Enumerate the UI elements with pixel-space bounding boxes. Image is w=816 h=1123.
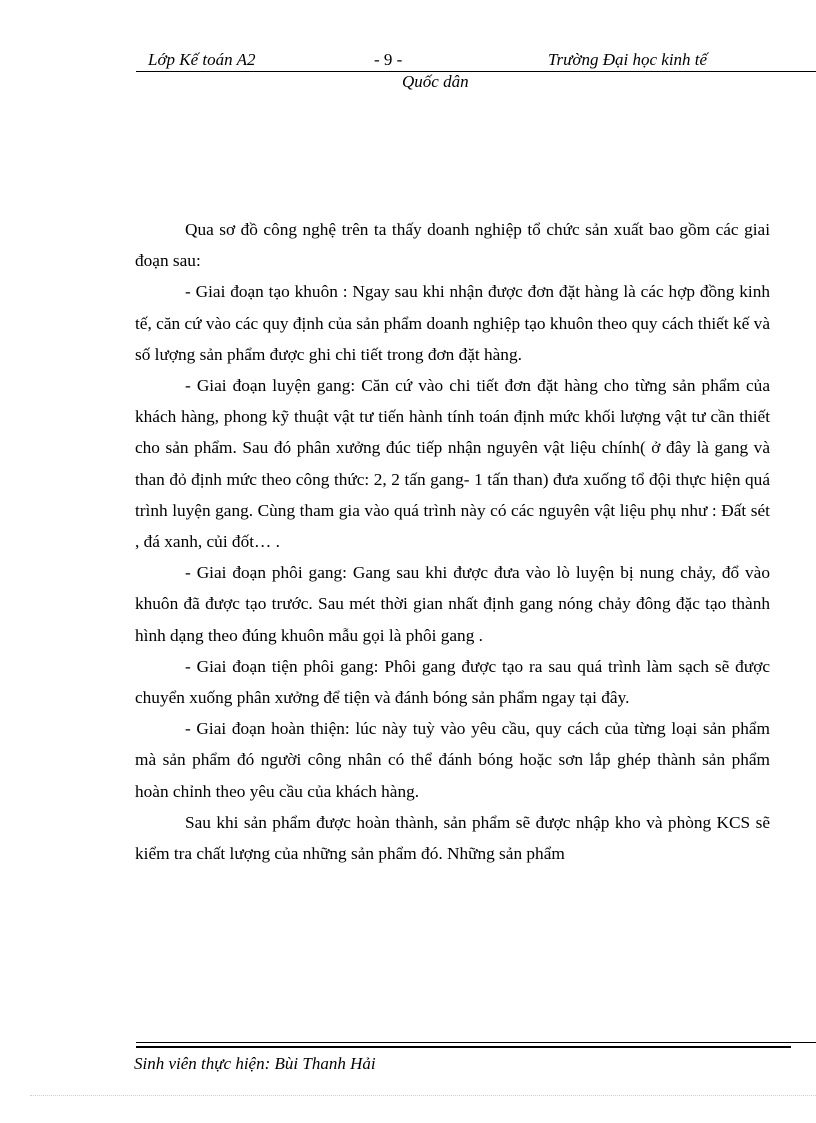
footer-author: Sinh viên thực hiện: Bùi Thanh Hải xyxy=(134,1054,376,1073)
footer-divider-thick xyxy=(136,1046,791,1048)
paragraph-intro: Qua sơ đồ công nghệ trên ta thấy doanh nghiệp tổ chức sản xuất bao gồm các giai đoạn sau: xyxy=(135,220,770,271)
paragraph-stage-finishing: - Giai đoạn hoàn thiện: lúc này tuỳ vào yêu cầu, quy cách của từng loại sản phẩm mà sản phẩm đó người công nhân có thể đánh bóng hoặc sơn lắp ghép thành sản phẩm hoàn chỉnh theo yêu cầu của khách hàng. xyxy=(135,719,770,801)
footer-divider-thin xyxy=(136,1042,816,1043)
header-divider xyxy=(136,71,816,72)
page-number: - 9 - xyxy=(374,50,403,69)
header-university: Trường Đại học kinh tế xyxy=(548,50,708,69)
header-class-name: Lớp Kế toán A2 xyxy=(148,50,256,69)
paragraph-after-completion: Sau khi sản phẩm được hoàn thành, sản phẩm sẽ được nhập kho và phòng KCS sẽ kiểm tra chất lượng của những sản phẩm đó. Những sản phẩm xyxy=(135,812,770,864)
document-body xyxy=(135,214,770,869)
page-bottom-border xyxy=(30,1095,816,1096)
page-header xyxy=(0,0,816,100)
header-university-continued: Quốc dân xyxy=(402,72,469,91)
paragraph-stage-turning: - Giai đoạn tiện phôi gang: Phôi gang được tạo ra sau quá trình làm sạch sẽ được chuyển xuống phân xưởng để tiện và đánh bóng sản phẩm ngay tại đây. xyxy=(135,656,770,708)
paragraph-stage-smelting: - Giai đoạn luyện gang: Căn cứ vào chi tiết đơn đặt hàng cho từng sản phẩm của khách hàng, phong kỹ thuật vật tư tiến hành tính toán định mức khối lượng vật tư cần thiết cho sản phẩm. Sau đó phân xưởng đúc tiếp nhận nguyên vật liệu chính( ở đây là gang và than đỏ định mức theo công thức: 2, 2 tấn gang- 1 tấn than) đưa xuống tổ đội thực hiện quá trình luyện gang. Cùng tham gia vào quá trình này có các nguyên vật liệu phụ như : Đất sét , đá xanh, củi đốt… . xyxy=(135,376,770,552)
paragraph-stage-molding: - Giai đoạn tạo khuôn : Ngay sau khi nhận được đơn đặt hàng là các hợp đồng kinh tế, căn cứ vào các quy định của sản phẩm doanh nghiệp tạo khuôn theo quy cách thiết kế và số lượng sản phẩm được ghi chi tiết trong đơn đặt hàng. xyxy=(135,282,770,364)
paragraph-stage-casting: - Giai đoạn phôi gang: Gang sau khi được đưa vào lò luyện bị nung chảy, đổ vào khuôn đã được tạo trước. Sau mét thời gian nhất định gang nóng chảy đông đặc tạo thành hình dạng theo đúng khuôn mẫu gọi là phôi gang . xyxy=(135,563,770,645)
